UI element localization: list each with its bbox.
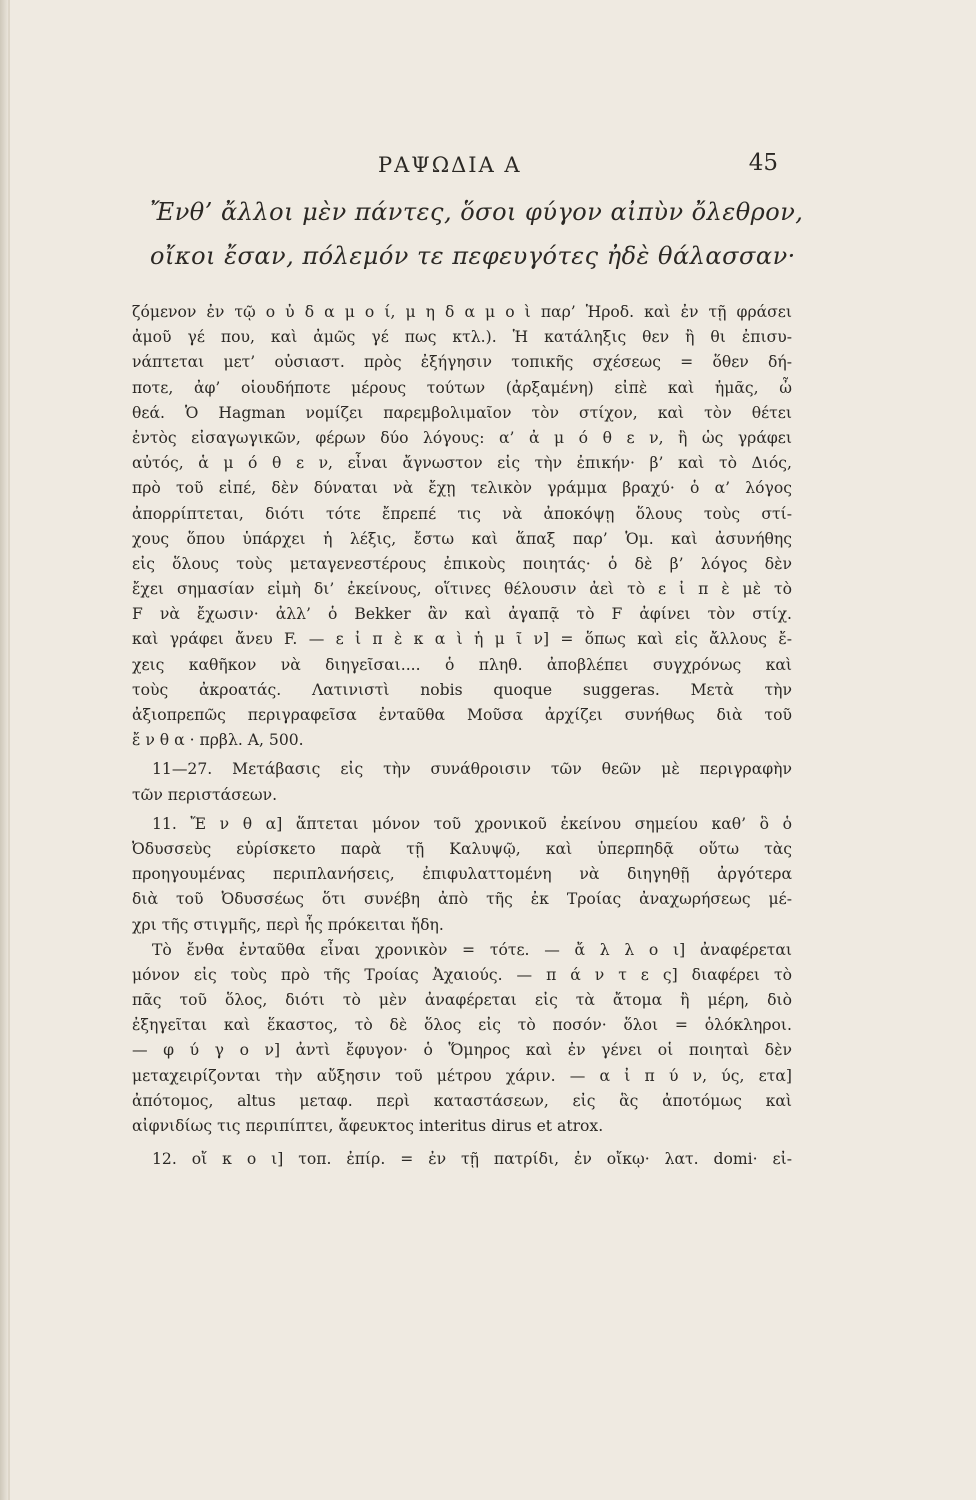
commentary-line: ἀπορρίπτεται, διότι τότε ἔπρεπέ τις νὰ ἀποκόψῃ ὅλους τοὺς στί- [132, 504, 792, 523]
verse-line: Ἔνθ’ ἄλλοι μὲν πάντες, ὅσοι φύγον αἰπὺν ὄλεθρον, [150, 198, 804, 226]
verse-block [150, 190, 804, 278]
commentary-line: χους ὅπου ὑπάρχει ἡ λέξις, ἔστω καὶ ἅπαξ παρ’ Ὁμ. καὶ ἀσυνήθης [132, 529, 792, 548]
commentary-line: ἀπότομος, altus μεταφ. περὶ καταστάσεων, εἰς ἃς ἀποτόμως καὶ [132, 1091, 792, 1110]
commentary-line: πρὸ τοῦ εἰπέ, δὲν δύναται νὰ ἔχῃ τελικὸν γράμμα βραχύ· ὁ α’ λόγος [132, 479, 792, 498]
commentary-line: μεταχειρίζονται τὴν αὔξησιν τοῦ μέτρου χάριν. — α ἰ π ύ ν, ύς, ετα] [132, 1066, 792, 1085]
commentary-line: F νὰ ἔχωσιν· ἀλλ’ ὁ Bekker ἂν καὶ ἀγαπᾷ τὸ F ἀφίνει τὸν στίχ. [132, 605, 792, 624]
commentary-line: νάπτεται μετ’ οὐσιαστ. πρὸς ἐξήγησιν τοπικῆς σχέσεως = ὅθεν δή- [132, 353, 792, 372]
verse-line: οἴκοι ἔσαν, πόλεμόν τε πεφευγότες ἠδὲ θάλασσαν· [150, 242, 796, 270]
commentary-line: Ὀδυσσεὺς εὑρίσκετο παρὰ τῇ Καλυψῷ, καὶ ὑπερπηδᾷ οὕτω τὰς [132, 839, 792, 858]
page-number: 45 [748, 150, 778, 176]
running-head [378, 150, 778, 180]
commentary-line: 11. Ἔ ν θ α] ἅπτεται μόνον τοῦ χρονικοῦ ἐκείνου σημείου καθ’ ὃ ὁ [152, 814, 792, 833]
commentary-line: πᾶς τοῦ ὅλος, διότι τὸ μὲν ἀναφέρεται εἰς τὰ ἄτομα ἢ μέρη, διὸ [132, 991, 792, 1010]
commentary-line: προηγουμένας περιπλανήσεις, ἐπιφυλαττομένη νὰ διηγηθῇ ἀργότερα [132, 865, 792, 884]
commentary-line: ἔ ν θ α · πρβλ. Α, 500. [132, 731, 304, 750]
commentary-line: 12. οἴ κ ο ι] τοπ. ἐπίρ. = ἐν τῇ πατρίδι, ἐν οἴκῳ· λατ. domi· εἰ- [152, 1150, 792, 1169]
commentary-line: χρι τῆς στιγμῆς, περὶ ἧς πρόκειται ἤδη. [132, 915, 444, 934]
section-heading-line: τῶν περιστάσεων. [132, 785, 278, 804]
commentary-line: ἐξηγεῖται καὶ ἕκαστος, τὸ δὲ ὅλος εἰς τὸ ποσόν· ὅλοι = ὁλόκληροι. [132, 1016, 792, 1035]
commentary-line: θεά. Ὁ Hagman νομίζει παρεμβολιμαῖον τὸν στίχον, καὶ τὸν θέτει [132, 403, 792, 422]
commentary-line: καὶ γράφει ἄνευ F. — ε ἰ π ὲ κ α ὶ ἡ μ ῖ ν] = ὅπως καὶ εἰς ἄλλους ἔ- [132, 630, 792, 649]
commentary-line: ἐντὸς εἰσαγωγικῶν, φέρων δύο λόγους: α’ ἀ μ ό θ ε ν, ἢ ὡς γράφει [132, 428, 792, 447]
commentary [132, 300, 792, 1172]
running-head-title: ΡΑΨΩΔΙΑ Α [378, 153, 522, 177]
commentary-line: μόνον εἰς τοὺς πρὸ τῆς Τροίας Ἀχαιούς. — π ά ν τ ε ς] διαφέρει τὸ [132, 965, 792, 984]
page-binding-edge [0, 0, 8, 1500]
commentary-line: — φ ύ γ ο ν] ἀντὶ ἔφυγον· ὁ Ὅμηρος καὶ ἐν γένει οἱ ποιηταὶ δὲν [132, 1041, 792, 1060]
commentary-line: ποτε, ἀφ’ οἱουδήποτε μέρους τούτων (ἀρξαμένη) εἰπὲ καὶ ἡμᾶς, ὦ [132, 378, 792, 397]
commentary-line: τοὺς ἀκροατάς. Λατινιστὶ nobis quoque suggeras. Μετὰ τὴν [132, 680, 792, 699]
commentary-line: αἰφνιδίως τις περιπίπτει, ἄφευκτος interitus dirus et atrox. [132, 1117, 604, 1135]
commentary-line: Τὸ ἔνθα ἐνταῦθα εἶναι χρονικὸν = τότε. — ἄ λ λ ο ι] ἀναφέρεται [152, 940, 792, 959]
commentary-line: χεις καθῆκον νὰ διηγεῖσαι.... ὁ πληθ. ἀποβλέπει συγχρόνως καὶ [132, 655, 792, 674]
commentary-line: διὰ τοῦ Ὀδυσσέως ὅτι συνέβη ἀπὸ τῆς ἐκ Τροίας ἀναχωρήσεως μέ- [132, 890, 792, 909]
commentary-line: ἔχει σημασίαν εἰμὴ δι’ ἐκείνους, οἵτινες θέλουσιν ἀεὶ τὸ ε ἰ π ὲ μὲ τὸ [132, 580, 792, 599]
commentary-line: ζόμενον ἐν τῷ ο ὐ δ α μ ο ί, μ η δ α μ ο ὶ παρ’ Ἡροδ. καὶ ἐν τῇ φράσει [132, 303, 792, 321]
page-binding-shadow [8, 0, 10, 1500]
section-heading-line: 11—27. Μετάβασις εἰς τὴν συνάθροισιν τῶν θεῶν μὲ περιγραφὴν [152, 760, 792, 779]
commentary-line: ἀξιοπρεπῶς περιγραφεῖσα ἐνταῦθα Μοῦσα ἀρχίζει συνήθως διὰ τοῦ [132, 706, 792, 724]
commentary-line: εἰς ὅλους τοὺς μεταγενεστέρους ἐπικοὺς ποιητάς· ὁ δὲ β’ λόγος δὲν [132, 554, 792, 573]
commentary-line: ἀμοῦ γέ που, καὶ ἀμῶς γέ πως κτλ.). Ἡ κατάληξις θεν ἢ θι ἐπισυ- [132, 328, 792, 347]
commentary-line: αὐτός, ἁ μ ό θ ε ν, εἶναι ἄγνωστον εἰς τὴν ἐπικήν· β’ καὶ τὸ Διός, [132, 454, 792, 473]
